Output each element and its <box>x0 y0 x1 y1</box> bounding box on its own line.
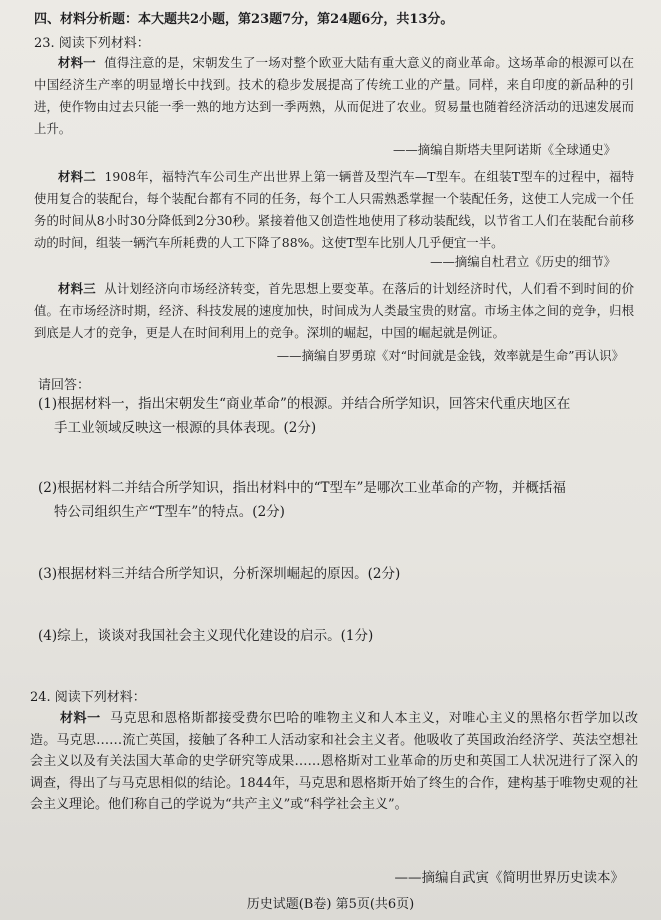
q23-m1-text: 值得注意的是，宋朝发生了一场对整个欧亚大陆有重大意义的商业革命。这场革命的根源可以在中国经济生产率的明显增长中找到。技术的稳步发展提高了传统工业的产量。同样，来自印度的新品种的引进，使作物由过去只能一季一熟的地方达到一季两熟，从而促进了农业。贸易量也随着经济活动的迅速发展而上升。 <box>34 55 634 136</box>
q23-m2-text: 1908年，福特汽车公司生产出世界上第一辆普及型汽车—T型车。在组装T型车的过程中，福特使用复合的装配台，每个装配台都有不同的任务，每个工人只需熟悉掌握一个装配任务，这使工人完成一个任务的时间从8小时30分降低到2分30秒。紧接着他又创造性地使用了移动装配线，以节省工人们在装配台前移动的时间，组装一辆汽车所耗费的人工下降了88%。这使T型车比别人几乎便宜一半。 <box>34 169 635 250</box>
q23-sub-4: (4)综上，谈谈对我国社会主义现代化建设的启示。(1分) <box>38 628 374 644</box>
q23-sub-1-line-2: 手工业领域反映这一根源的具体表现。(2分) <box>54 420 317 436</box>
q24-intro: 24. 阅读下列材料： <box>30 690 146 705</box>
q23-m1-source: ——摘编自斯塔夫里阿诺斯《全球通史》 <box>392 142 616 157</box>
q23-material-3 <box>34 278 634 344</box>
q23-sub-2 <box>38 476 638 524</box>
q23-m3-text: 从计划经济向市场经济转变，首先思想上要变革。在落后的计划经济时代，人们看不到时间的价值。在市场经济时期，经济、科技发展的速度加快，时间成为人类最宝贵的财富。市场主体之间的竞争，归根到底是人才的竞争，更是人在时间利用上的竞争。深圳的崛起，中国的崛起就是例证。 <box>34 281 634 340</box>
q23-sub-1 <box>38 392 638 440</box>
q23-m2-source: ——摘编自杜君立《历史的细节》 <box>430 254 616 269</box>
q23-sub-2-line-1: (2)根据材料二并结合所学知识，指出材料中的“T型车”是哪次工业革命的产物，并概括福 <box>38 480 566 496</box>
q23-m1-label: 材料一 <box>58 55 96 70</box>
q23-material-2 <box>34 166 634 254</box>
q23-sub-1-line-1: (1)根据材料一，指出宋朝发生“商业革命”的根源。并结合所学知识，回答宋代重庆地区在 <box>38 396 571 412</box>
q23-intro: 23. 阅读下列材料： <box>34 36 150 51</box>
page-footer: 历史试题(B卷) 第5页(共6页) <box>246 897 415 912</box>
q24-m1-source: ——摘编自武寅《简明世界历史读本》 <box>394 870 624 886</box>
q24-material-1 <box>30 708 638 816</box>
q23-material-1 <box>34 52 634 140</box>
q23-ask: 请回答： <box>38 378 91 393</box>
q23-sub-3: (3)根据材料三并结合所学知识，分析深圳崛起的原因。(2分) <box>38 566 401 582</box>
q24-m1-label: 材料一 <box>60 711 101 726</box>
section-title: 四、材料分析题：本大题共2小题，第23题7分，第24题6分，共13分。 <box>34 12 454 27</box>
q24-m1-text: 马克思和恩格斯都接受费尔巴哈的唯物主义和人本主义，对唯心主义的黑格尔哲学加以改造。马克思……流亡英国，接触了各种工人活动家和社会主义者。他吸收了英国政治经济学、英法空想社会主义以及有关法国大革命的史学研究等成果……恩格斯对工业革命的历史和英国工人状况进行了深入的调查，得出了与马克思相似的结论。1844年，马克思和恩格斯开始了终生的合作，建构基于唯物史观的社会主义理论。他们称自己的学说为“共产主义”或“科学社会主义”。 <box>30 711 638 812</box>
q23-m3-label: 材料三 <box>58 281 96 296</box>
q23-m2-label: 材料二 <box>58 169 96 184</box>
q23-m3-source: ——摘编自罗勇琼《对“时间就是金钱，效率就是生命”再认识》 <box>276 348 624 363</box>
q23-sub-2-line-2: 特公司组织生产“T型车”的特点。(2分) <box>54 504 285 520</box>
